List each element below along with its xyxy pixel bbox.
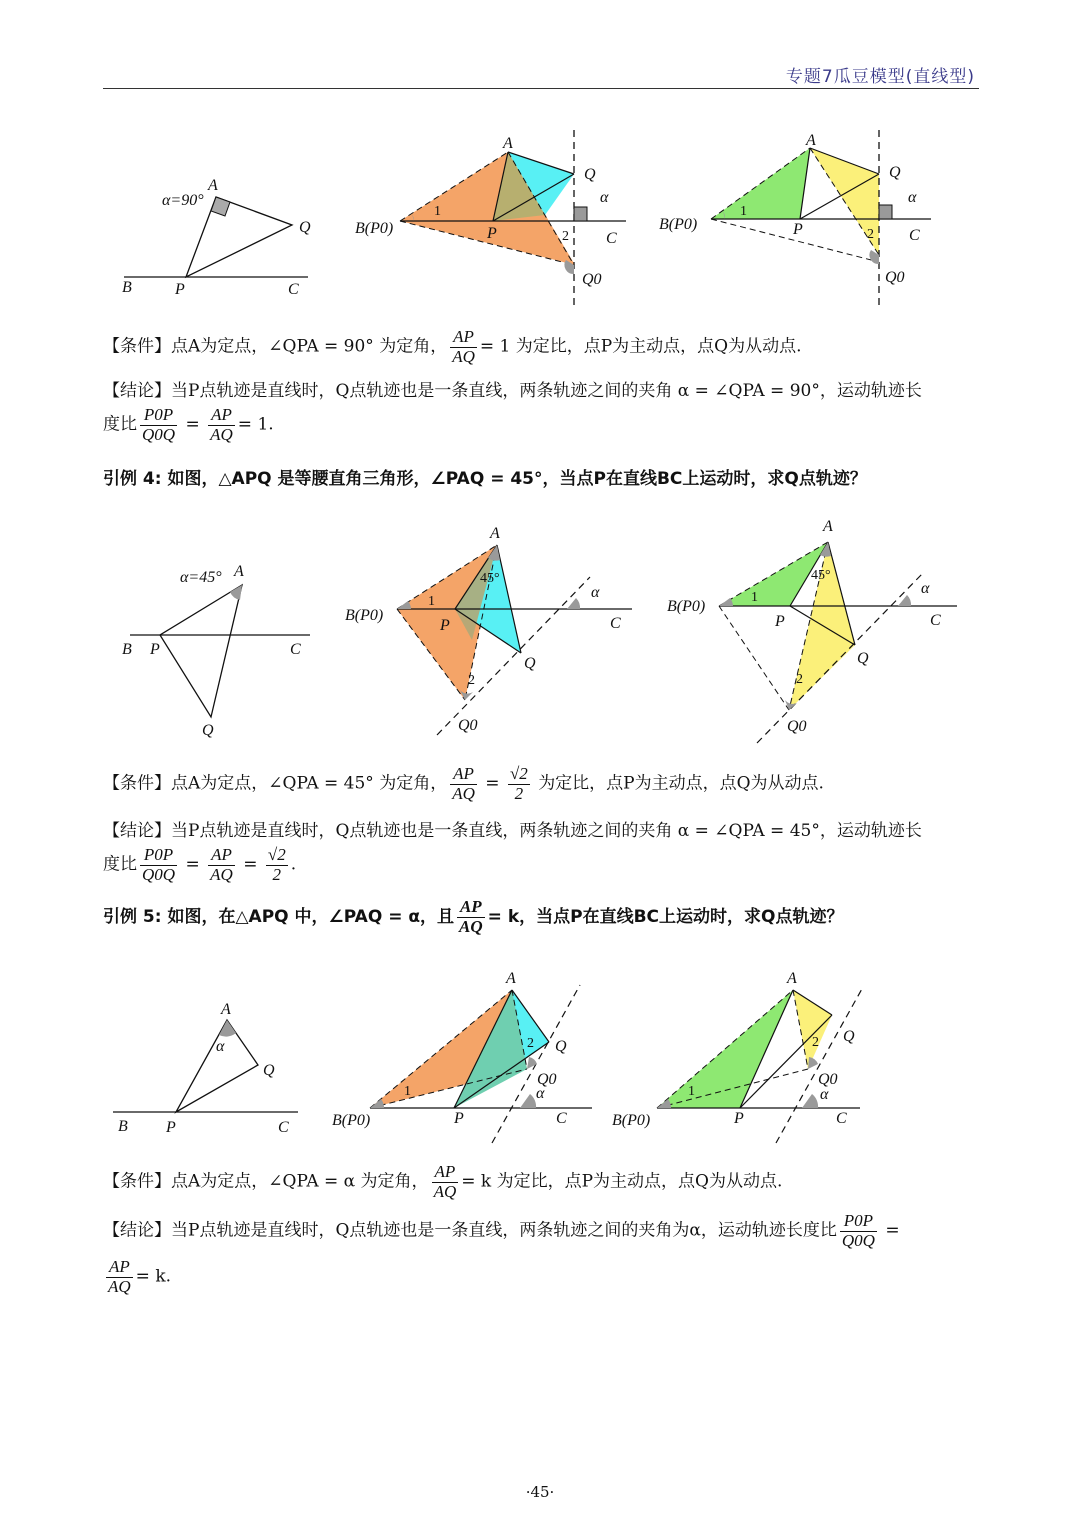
label-BP0: B(P0) [332, 1112, 371, 1129]
label-one: 1 [688, 1084, 695, 1099]
label-one: 1 [751, 590, 758, 605]
figure-1-orange-cyan [350, 130, 640, 305]
label-A: A [234, 563, 244, 580]
label-A: A [506, 970, 516, 987]
fraction: $\frac{AP}{AQ}$ [108, 1257, 131, 1296]
example-5-title: 引例 5: 如图，在△APQ 中，∠PAQ = α，且 $\frac{AP}{AQ}$ = k，当点P在直线BC上运动时，求Q点轨迹？ [103, 897, 844, 936]
fraction: $\frac{AP}{AQ}$ [210, 405, 233, 444]
label-BP0: B(P0) [659, 216, 698, 233]
figure-3-orange-cyan [330, 965, 610, 1145]
label-Q0: Q0 [818, 1071, 838, 1088]
fraction: $\frac{√2}{2}$ [267, 845, 286, 884]
label-C: C [836, 1110, 847, 1127]
figure-2-orange-cyan [340, 520, 640, 745]
label-C: C [278, 1119, 289, 1136]
label-A: A [787, 970, 797, 987]
label-one: 1 [740, 204, 747, 219]
label-Q: Q [843, 1028, 855, 1045]
label-A: A [823, 518, 833, 535]
fraction: $\frac{AP}{AQ}$ [459, 897, 483, 936]
figure-3-green-yellow [610, 965, 890, 1145]
label-P: P [793, 221, 803, 238]
label-Q0: Q0 [537, 1071, 557, 1088]
label-C: C [556, 1110, 567, 1127]
label-alpha: α [921, 580, 930, 597]
label-alpha: α [820, 1086, 829, 1103]
page-number: ·45· [525, 1483, 555, 1501]
label-C: C [610, 615, 621, 632]
fraction: $\frac{P0P}{Q0Q}$ [142, 845, 176, 884]
fraction: $\frac{AP}{AQ}$ [452, 764, 475, 803]
label-alpha: α [600, 189, 609, 206]
conclusion-3-ratio: $\frac{AP}{AQ}$ = k. [108, 1257, 172, 1296]
condition-1: 【条件】点A为定点，∠QPA = 90° 为定角， $\frac{AP}{AQ}$ = 1 为定比，点P为主动点，点Q为从动点. [103, 327, 802, 366]
label-P: P [166, 1119, 176, 1136]
label-B: B [118, 1118, 128, 1135]
figure-3-basic [108, 995, 308, 1140]
label-Q: Q [555, 1038, 567, 1055]
label-P: P [775, 613, 785, 630]
label-two: 2 [867, 227, 874, 242]
header-title: 专题7瓜豆模型(直线型) [785, 67, 975, 87]
label-B: B [122, 641, 132, 658]
fraction: $\frac{P0P}{Q0Q}$ [142, 405, 176, 444]
label-deg45: 45° [811, 568, 831, 583]
label-alpha: α [591, 584, 600, 601]
label-BP0: B(P0) [612, 1112, 651, 1129]
label-BP0: B(P0) [355, 220, 394, 237]
label-two: 2 [812, 1035, 819, 1050]
label-Q: Q [299, 219, 311, 236]
label-B: B [122, 279, 132, 296]
label-one: 1 [428, 594, 435, 609]
fraction: $\frac{AP}{AQ}$ [452, 327, 475, 366]
label-P: P [734, 1110, 744, 1127]
label-Q: Q [524, 655, 536, 672]
label-A: A [490, 525, 500, 542]
conclusion-1-ratio: 度比 $\frac{P0P}{Q0Q}$ = $\frac{AP}{AQ}$ = 1. [103, 405, 274, 444]
label-P: P [150, 641, 160, 658]
fraction: $\frac{AP}{AQ}$ [210, 845, 233, 884]
label-alpha: α [908, 189, 917, 206]
label-alpha90: α=90° [162, 192, 204, 209]
label-A: A [221, 1001, 231, 1018]
figure-2-green-yellow [665, 515, 965, 750]
conclusion-3: 【结论】当P点轨迹是直线时，Q点轨迹也是一条直线，两条轨迹之间的夹角为α，运动轨迹长度比 $\frac{P0P}{Q0Q}$ = [103, 1211, 900, 1250]
fraction: $\frac{P0P}{Q0Q}$ [841, 1211, 875, 1250]
label-alpha: α [536, 1085, 545, 1102]
label-one: 1 [434, 204, 441, 219]
label-A: A [806, 132, 816, 149]
label-A: A [503, 135, 513, 152]
label-Q0: Q0 [458, 717, 478, 734]
fraction: $\frac{AP}{AQ}$ [433, 1162, 457, 1201]
example-4-title: 引例 4: 如图，△APQ 是等腰直角三角形，∠PAQ = 45°，当点P在直线BC上运动时，求Q点轨迹？ [103, 469, 867, 489]
label-Q0: Q0 [787, 718, 807, 735]
figure-1-green-yellow [655, 130, 945, 305]
condition-2: 【条件】点A为定点，∠QPA = 45° 为定角， $\frac{AP}{AQ}$ = $\frac{√2}{2}$ 为定比，点P为主动点，点Q为从动点. [103, 764, 824, 803]
label-Q: Q [857, 650, 869, 667]
conclusion-2: 【结论】当P点轨迹是直线时，Q点轨迹也是一条直线，两条轨迹之间的夹角 α = ∠QPA = 45°，运动轨迹长 [103, 821, 922, 841]
label-P: P [487, 225, 497, 242]
label-BP0: B(P0) [345, 607, 384, 624]
label-two: 2 [527, 1036, 534, 1051]
label-one: 1 [404, 1084, 411, 1099]
label-A: A [208, 177, 218, 194]
label-Q: Q [889, 164, 901, 181]
label-alpha: α [216, 1038, 225, 1055]
label-C: C [606, 230, 617, 247]
label-Q: Q [263, 1062, 275, 1079]
conclusion-2-ratio: 度比 $\frac{P0P}{Q0Q}$ = $\frac{AP}{AQ}$ = $\frac{√2}{2}$ . [103, 845, 297, 884]
label-P: P [454, 1110, 464, 1127]
label-two: 2 [562, 229, 569, 244]
label-two: 2 [468, 673, 475, 688]
conclusion-1: 【结论】当P点轨迹是直线时，Q点轨迹也是一条直线，两条轨迹之间的夹角 α = ∠QPA = 90°，运动轨迹长 [103, 381, 922, 401]
condition-3: 【条件】点A为定点，∠QPA = α 为定角， $\frac{AP}{AQ}$ = k 为定比，点P为主动点，点Q为从动点. [103, 1162, 783, 1201]
label-two: 2 [796, 672, 803, 687]
label-deg45: 45° [480, 571, 500, 586]
label-C: C [909, 227, 920, 244]
label-Q: Q [202, 722, 214, 739]
page-header [103, 58, 979, 89]
label-C: C [930, 612, 941, 629]
label-BP0: B(P0) [667, 598, 706, 615]
label-P: P [440, 617, 450, 634]
label-P: P [175, 281, 185, 298]
figure-2-basic [110, 560, 330, 745]
label-alpha45: α=45° [180, 569, 222, 586]
label-C: C [288, 281, 299, 298]
fraction: $\frac{√2}{2}$ [509, 764, 528, 803]
label-Q: Q [584, 166, 596, 183]
figure-1-basic [110, 170, 330, 305]
label-Q0: Q0 [582, 271, 602, 288]
label-C: C [290, 641, 301, 658]
label-Q0: Q0 [885, 269, 905, 286]
